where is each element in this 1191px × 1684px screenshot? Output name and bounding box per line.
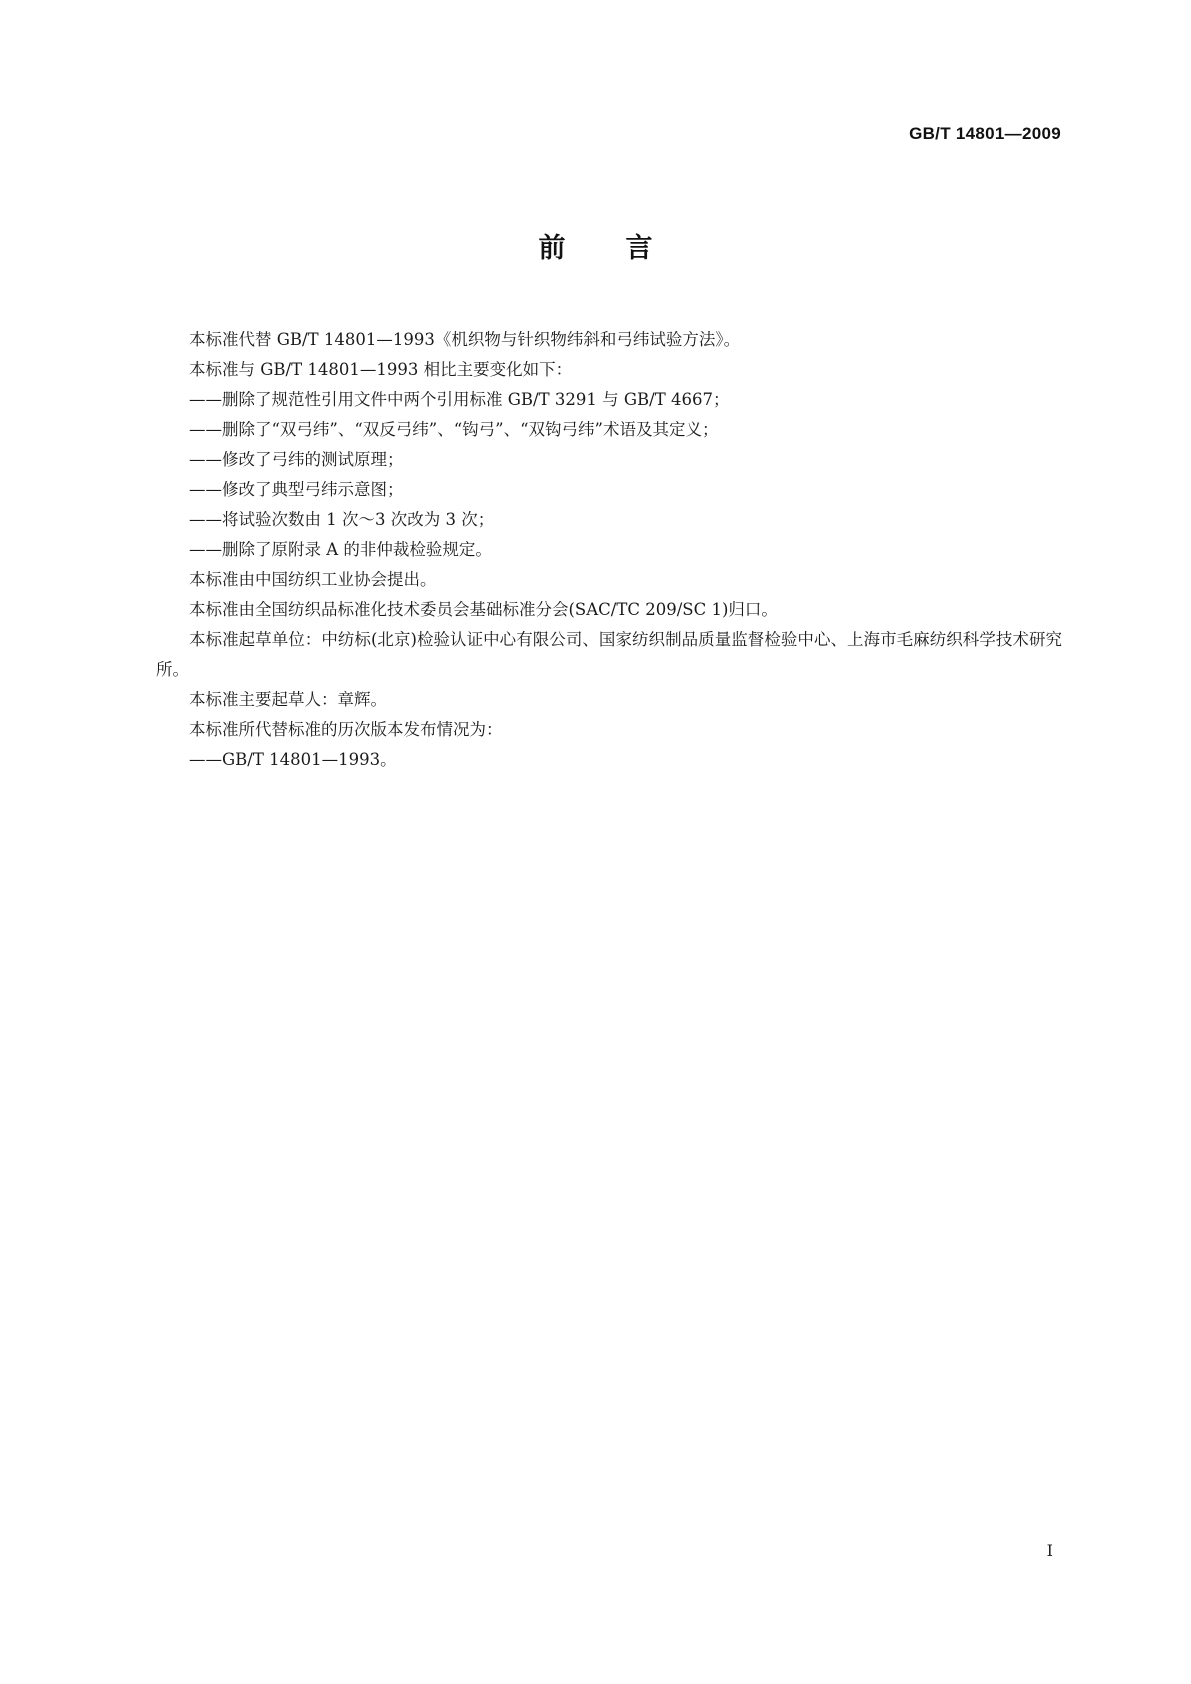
change-item: ——修改了典型弓纬示意图； (189, 480, 404, 499)
paragraph-committee: 本标准由全国纺织品标准化技术委员会基础标准分会(SAC/TC 209/SC 1)归口。 (189, 600, 778, 619)
history-item: ——GB/T 14801—1993。 (189, 750, 397, 769)
paragraph-history-intro: 本标准所代替标准的历次版本发布情况为： (189, 720, 503, 739)
paragraph-changes-intro: 本标准与 GB/T 14801—1993 相比主要变化如下： (189, 360, 573, 379)
page-title: 前言 (538, 233, 713, 264)
change-item: ——将试验次数由 1 次～3 次改为 3 次； (189, 510, 495, 529)
foreword-body (156, 325, 1062, 775)
change-item: ——修改了弓纬的测试原理； (189, 450, 404, 469)
paragraph-replacement: 本标准代替 GB/T 14801—1993《机织物与针织物纬斜和弓纬试验方法》。 (189, 330, 741, 349)
standard-code: GB/T 14801—2009 (909, 124, 1061, 143)
paragraph-proposer: 本标准由中国纺织工业协会提出。 (189, 570, 437, 589)
paragraph-drafting-units: 本标准起草单位：中纺标(北京)检验认证中心有限公司、国家纺织制品质量监督检验中心、上海市毛麻纺织科学技术研究所。 (156, 630, 1062, 679)
change-item: ——删除了“双弓纬”、“双反弓纬”、“钩弓”、“双钩弓纬”术语及其定义； (189, 420, 719, 439)
change-item: ——删除了规范性引用文件中两个引用标准 GB/T 3291 与 GB/T 4667； (189, 390, 730, 409)
page-number: I (1046, 1541, 1053, 1560)
paragraph-drafters: 本标准主要起草人：章辉。 (189, 690, 387, 709)
change-item: ——删除了原附录 A 的非仲裁检验规定。 (189, 540, 492, 559)
